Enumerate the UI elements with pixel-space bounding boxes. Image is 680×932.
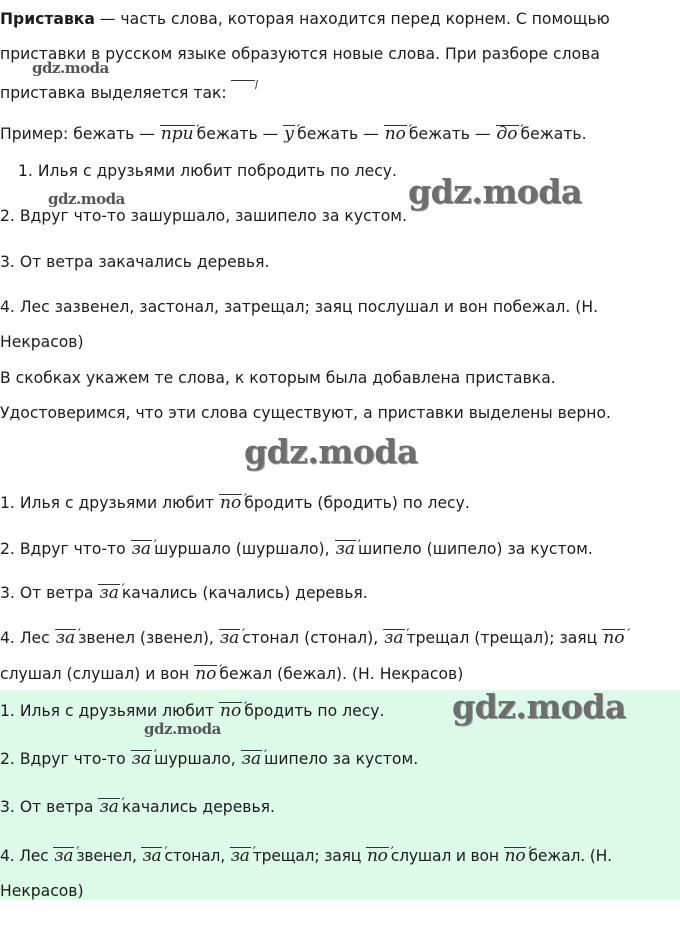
watermark: gdz.moda xyxy=(32,59,109,77)
watermark: gdz.moda xyxy=(452,687,626,726)
prefix: по ′ xyxy=(384,125,407,143)
answer-3: 3. От ветра за ′ качались деревья. xyxy=(0,797,275,817)
watermark: gdz.moda xyxy=(144,720,221,738)
prefix: по ′ xyxy=(504,847,527,865)
prefix: за ′ xyxy=(55,629,76,647)
definition-line-2: приставки в русском языке образуются новые слова. При разборе слова xyxy=(0,45,600,63)
prefix: за ′ xyxy=(131,540,152,558)
prefix: за ′ xyxy=(219,629,240,647)
analysis-4-cont: слушал (слушал) и вон по ′ бежал (бежал). (Н. Некрасов) xyxy=(0,664,463,684)
analysis-2: 2. Вдруг что-то за ′ шуршало (шуршало), за ′ шипело (шипело) за кустом. xyxy=(0,539,593,559)
prefix: за ′ xyxy=(241,750,262,768)
watermark: gdz.moda xyxy=(408,172,582,211)
analysis-1: 1. Илья с друзьями любит по ′ бродить (бродить) по лесу. xyxy=(0,493,470,513)
prefix: за ′ xyxy=(230,847,251,865)
prefix: по ′ xyxy=(219,494,242,512)
explanation-2: Удостоверимся, что эти слова существуют, а приставки выделены верно. xyxy=(0,404,611,422)
task-sentence-4: 4. Лес зазвенел, застонал, затрещал; заяц послушал и вон побежал. (Н. xyxy=(0,298,599,316)
definition-line-1: Приставка — часть слова, которая находится перед корнем. С помощью xyxy=(0,10,610,28)
prefix: за ′ xyxy=(383,629,404,647)
prefix: за ′ xyxy=(335,540,356,558)
task-sentence-2: 2. Вдруг что-то зашуршало, зашипело за кустом. xyxy=(0,207,407,225)
prefix: за ′ xyxy=(98,584,119,602)
prefix: по ′ xyxy=(194,665,217,683)
answer-2: 2. Вдруг что-то за ′ шуршало, за ′ шипело за кустом. xyxy=(0,749,418,769)
analysis-3: 3. От ветра за ′ качались (качались) деревья. xyxy=(0,583,368,603)
prefix: по ′ xyxy=(219,702,242,720)
example-line: Пример: бежать — при ′ бежать — у ′ бежать — по ′ бежать — до ′ бежать. xyxy=(0,124,587,144)
task-sentence-1: 1. Илья с друзьями любит побродить по лесу. xyxy=(18,162,397,180)
answer-4: 4. Лес за ′ звенел, за ′ стонал, за ′ трещал; заяц по ′ слушал и вон по ′ бежал. (Н. xyxy=(0,846,612,866)
task-sentence-4-cont: Некрасов) xyxy=(0,333,84,351)
watermark: gdz.moda xyxy=(244,432,418,471)
prefix: за ′ xyxy=(53,847,74,865)
prefix: при ′ xyxy=(160,125,195,143)
prefix: за ′ xyxy=(98,798,119,816)
definition-line-3: приставка выделяется так: xyxy=(0,80,255,103)
answer-4-cont: Некрасов) xyxy=(0,882,84,900)
prefix: за ′ xyxy=(141,847,162,865)
watermark: gdz.moda xyxy=(48,190,125,208)
prefix: у ′ xyxy=(283,125,295,143)
explanation-1: В скобках укажем те слова, к которым была добавлена приставка. xyxy=(0,369,556,387)
prefix-mark-icon xyxy=(231,80,255,95)
task-sentence-3: 3. От ветра закачались деревья. xyxy=(0,253,270,271)
analysis-4: 4. Лес за ′ звенел (звенел), за ′ стонал (стонал), за ′ трещал (трещал); заяц по ′ xyxy=(0,628,627,648)
answer-1: 1. Илья с друзьями любит по ′ бродить по лесу. xyxy=(0,701,384,721)
prefix: до ′ xyxy=(496,125,519,143)
prefix: по ′ xyxy=(366,847,389,865)
term: Приставка xyxy=(0,10,95,28)
prefix: за ′ xyxy=(131,750,152,768)
prefix: по ′ xyxy=(602,629,625,647)
